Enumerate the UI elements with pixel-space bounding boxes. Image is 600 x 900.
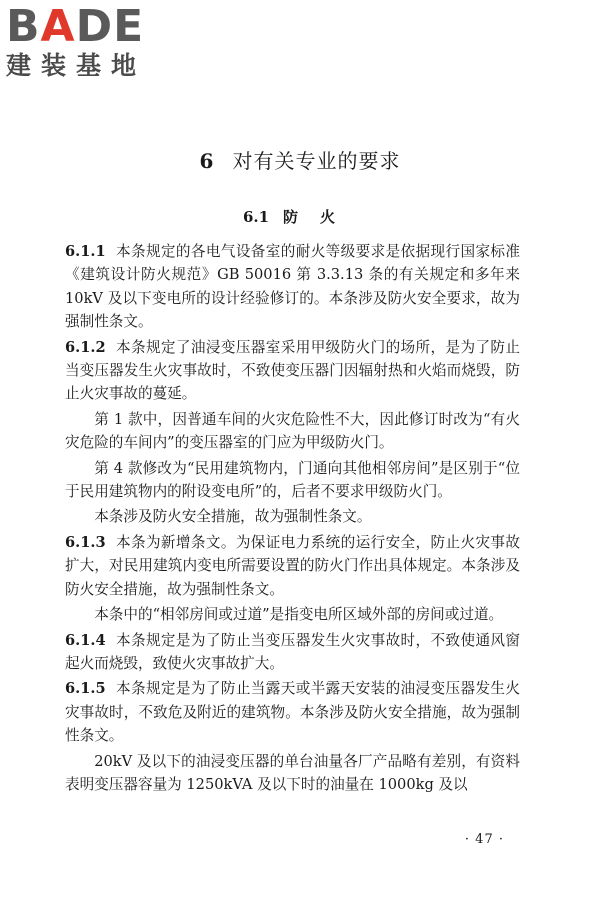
paragraph: 本条中的“相邻房间或过道”是指变电所区域外部的房间或过道。	[94, 606, 504, 624]
paragraph: 6.1.3 本条为新增条文。为保证电力系统的运行安全，防止火灾事故扩大，对民用建筑内变电所需要设置的防火门作出具体规定。本条涉及防火安全措施，故为强制性条文。	[65, 533, 520, 598]
chapter-title: 对有关专业的要求	[232, 149, 401, 173]
logo-wordmark: BADE	[6, 1, 145, 52]
bade-logo	[6, 1, 181, 82]
chapter-heading	[0, 145, 600, 174]
section-number: 6.1	[242, 208, 270, 226]
section-heading	[0, 206, 600, 227]
body-text	[65, 240, 520, 798]
clause-number: 6.1.2	[65, 338, 106, 356]
clause-number: 6.1.3	[65, 533, 106, 551]
paragraph: 20kV 及以下的油浸变压器的单台油量各厂产品略有差别，有资料表明变压器容量为 1250kVA 及以下时的油量在 1000kg 及以	[65, 752, 520, 793]
paragraph: 第 1 款中，因普通车间的火灾危险性不大，因此修订时改为“有火灾危险的车间内”的变压器室的门应为甲级防火门。	[65, 410, 520, 452]
section-title: 防火	[283, 208, 358, 226]
paragraph: 6.1.4 本条规定是为了防止当变压器发生火灾事故时，不致使通风窗起火而烧毁，致使火灾事故扩大。	[65, 631, 520, 672]
chapter-number: 6	[199, 149, 215, 173]
clause-number: 6.1.5	[65, 680, 106, 698]
clause-number: 6.1.1	[65, 243, 106, 260]
page-number: · 47 ·	[464, 832, 504, 847]
logo-subtitle: 建装基地	[6, 51, 147, 80]
paragraph: 本条涉及防火安全措施，故为强制性条文。	[94, 508, 372, 526]
paragraph: 6.1.5 本条规定是为了防止当露天或半露天安装的油浸变压器发生火灾事故时，不致危及附近的建筑物。本条涉及防火安全措施，故为强制性条文。	[65, 680, 520, 745]
paragraph: 6.1.1 本条规定的各电气设备室的耐火等级要求是依据现行国家标准《建筑设计防火规范》GB 50016 第 3.3.13 条的有关规定和多年来 10kV 及以下变电所的设计经验修订的。本条涉及防火安全要求，故为强制性条文。	[65, 243, 520, 331]
clause-number: 6.1.4	[65, 631, 106, 649]
paragraph: 第 4 款修改为“民用建筑物内，门通向其他相邻房间”是区别于“位于民用建筑物内的附设变电所”的，后者不要求甲级防火门。	[65, 459, 520, 501]
paragraph: 6.1.2 本条规定了油浸变压器室采用甲级防火门的场所，是为了防止当变压器发生火灾事故时，不致使变压器门因辐射热和火焰而烧毁，防止火灾事故的蔓延。	[65, 338, 520, 403]
